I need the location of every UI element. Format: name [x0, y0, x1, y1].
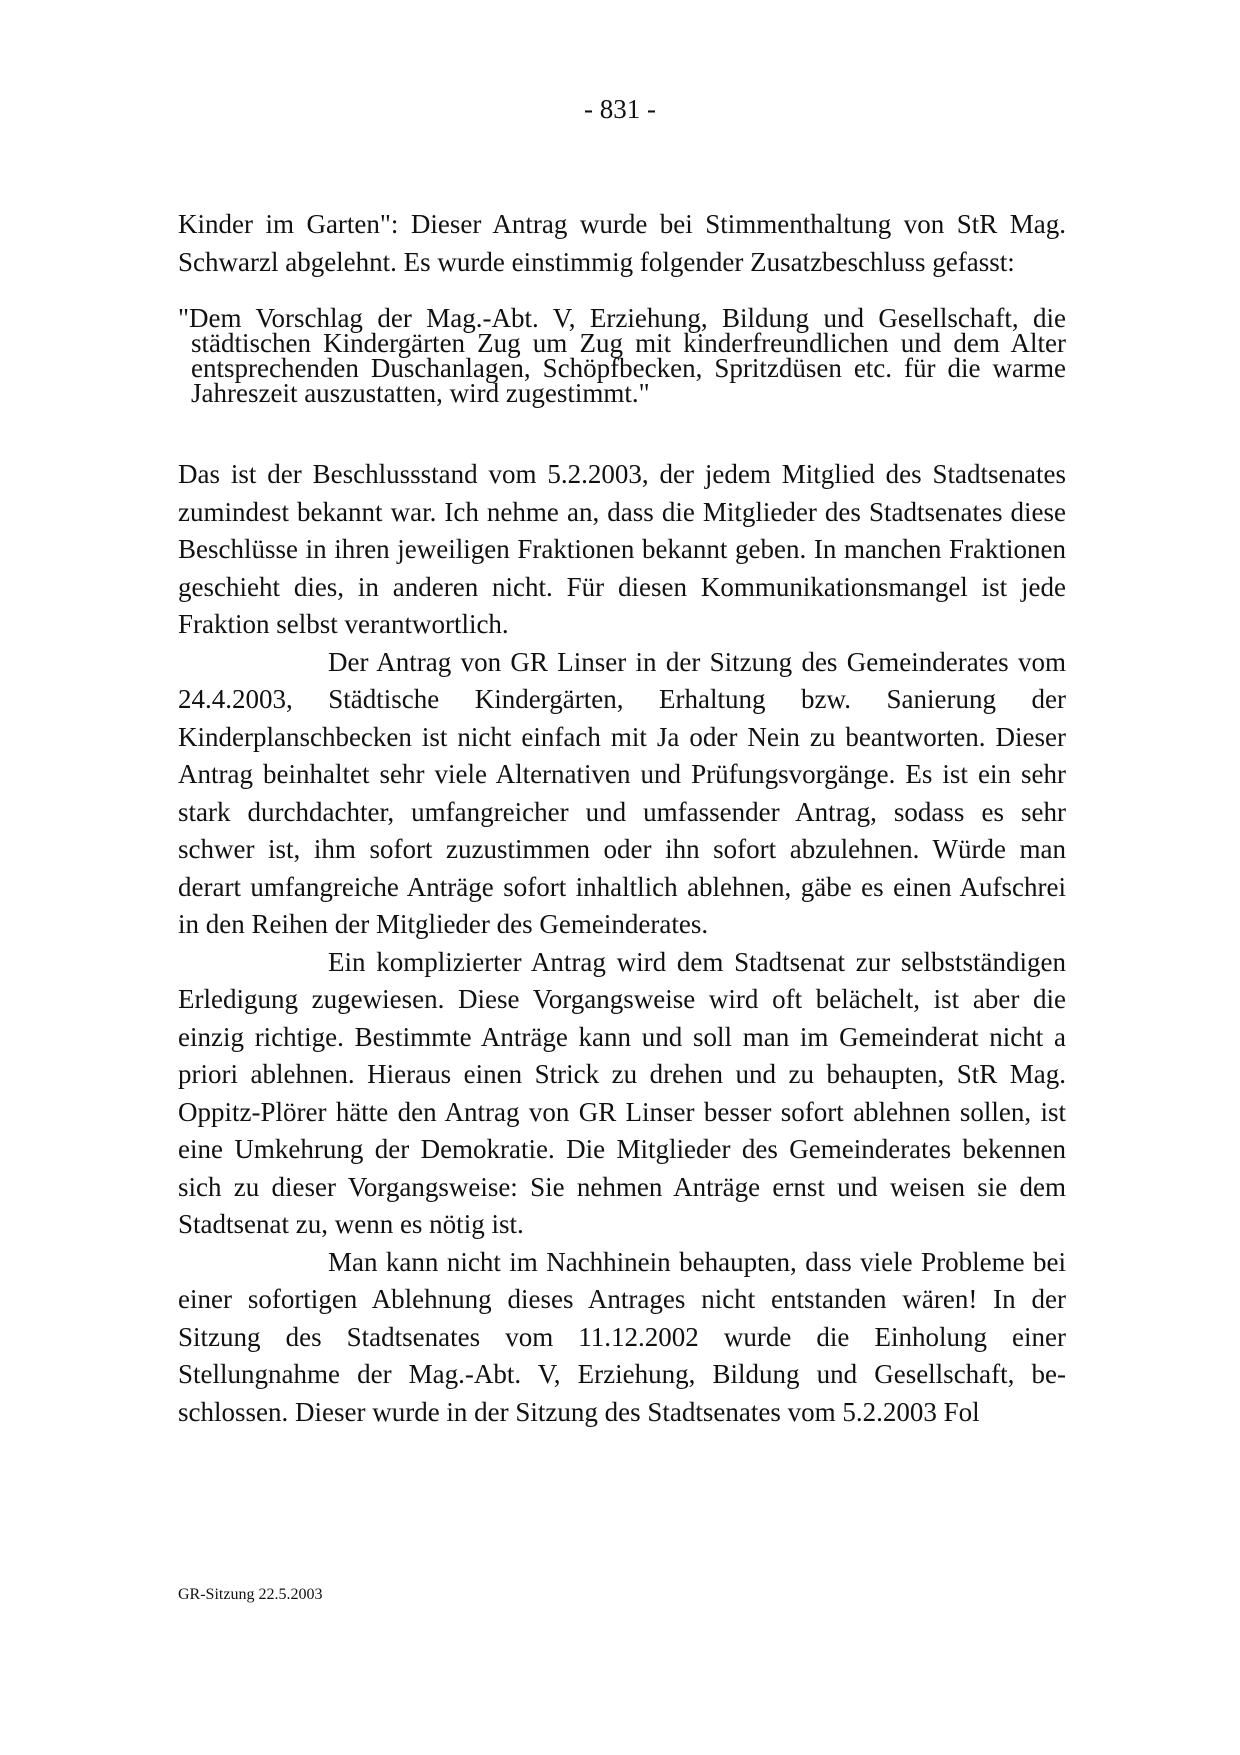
document-body	[178, 206, 1066, 1431]
page-footer: GR-Sitzung 22.5.2003	[178, 1586, 323, 1603]
page-number: - 831 -	[584, 94, 656, 124]
resolution-quote: "Dem Vorschlag der Mag.-Abt. V, Erziehung, Bildung und Gesellschaft, die städtischen Kindergärten Zug um Zug mit kinderfreundlichen und dem Alter entsprechenden Duschanlagen, Schöpfbecken, Spritzdüsen etc. für die warme Jahreszeit auszustatten, wird zugestimmt."	[178, 303, 1066, 408]
paragraph-nachhinein: Man kann nicht im Nachhinein behaupten, dass viele Probleme bei einer sofortigen Ablehnung dieses Antrages nicht entstanden wären! In der Sitzung des Stadtsenates vom 11.12.2002 wurde die Einholung einer Stellungnahme der Mag.-Abt. V, Erziehung, Bildung und Gesellschaft, beschlossen. Dieser wurde in der Sitzung des Stadtsenates vom 5.2.2003 Fol	[178, 1246, 1066, 1427]
intro-paragraph: Kinder im Garten": Dieser Antrag wurde bei Stimmenthaltung von StR Mag. Schwarzl abgelehnt. Es wurde einstimmig folgender Zusatzbeschluss gefasst:	[178, 209, 1066, 277]
paragraph-komplizierter-antrag: Ein komplizierter Antrag wird dem Stadtsenat zur selbstständigen Erledigung zugewiesen. Diese Vorgangsweise wird oft belächelt, ist aber die einzig richtige. Bestimmte Anträge kann und soll man im Gemeinderat nicht a priori ablehnen. Hieraus einen Strick zu drehen und zu behaupten, StR Mag. Oppitz-Plörer hätte den Antrag von GR Linser besser sofort ablehnen sollen, ist eine Umkehrung der Demokratie. Die Mitglieder des Gemeinderates bekennen sich zu dieser Vorgangsweise: Sie nehmen Anträge ernst und weisen sie dem Stadtsenat zu, wenn es nötig ist.	[178, 946, 1066, 1239]
paragraph-beschlussstand: Das ist der Beschlussstand vom 5.2.2003, der jedem Mitglied des Stadtsenates zumindest bekannt war. Ich nehme an, dass die Mitglieder des Stadtsenates diese Beschlüsse in ihren jeweiligen Fraktionen bekannt geben. In manchen Fraktionen geschieht dies, in anderen nicht. Für diesen Kommunikationsmangel ist jede Fraktion selbst verantwortlich.	[178, 459, 1066, 639]
paragraph-antrag-linser: Der Antrag von GR Linser in der Sitzung des Gemeinderates vom 24.4.2003, Städtische Kindergärten, Erhaltung bzw. Sanierung der Kinderplanschbecken ist nicht einfach mit Ja oder Nein zu beantworten. Dieser Antrag beinhaltet sehr viele Alternativen und Prüfungsvorgänge. Es ist ein sehr stark durchdachter, umfangreicher und umfassender Antrag, sodass es sehr schwer ist, ihm sofort zuzustimmen oder ihn sofort abzulehnen. Würde man derart umfangreiche Anträge sofort inhaltlich ablehnen, gäbe es einen Aufschrei in den Reihen der Mitglieder des Gemeinderates.	[178, 646, 1066, 939]
